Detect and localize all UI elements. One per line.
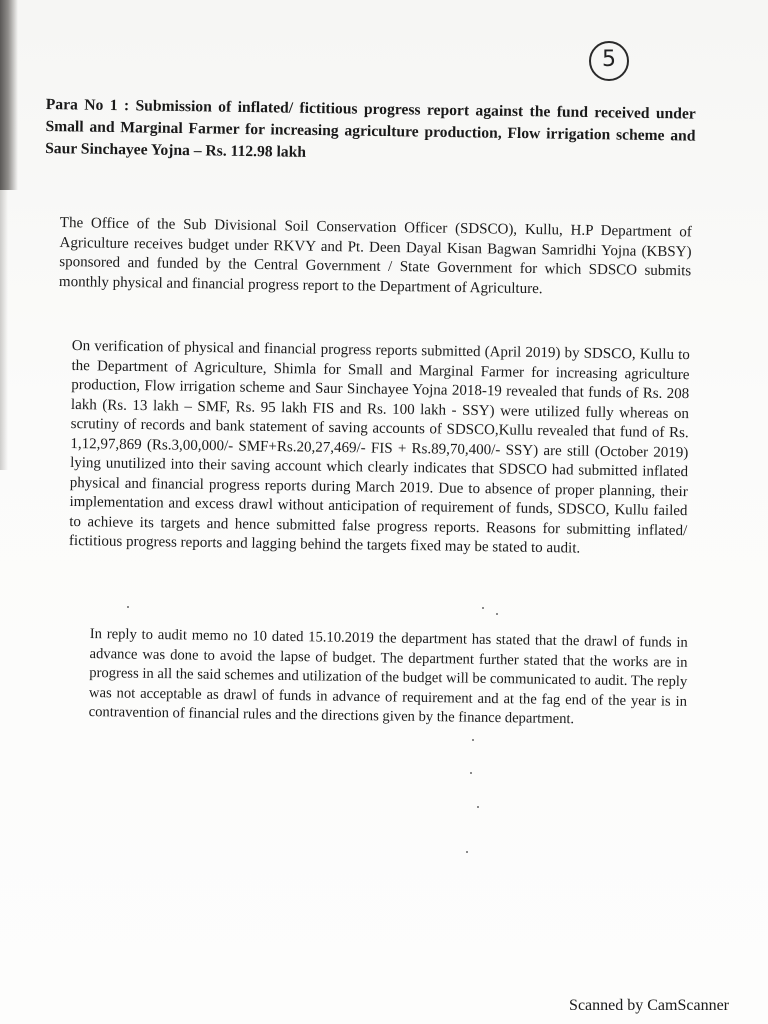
page-edge-shadow — [0, 0, 18, 190]
scan-speck — [496, 613, 498, 615]
scan-speck — [472, 739, 474, 741]
page-number-circle: 5 — [589, 41, 629, 81]
paragraph-department-reply: In reply to audit memo no 10 dated 15.10.2019 the department has stated that the drawl of funds in advance was done to avoid the lapse of budget. The department further stated that the works are in progress in all the said schemes and utilization of the budget will be communicated to audit. The reply was not acceptable as drawl of funds in advance of requirement and at the fag end of the year is in contravention of financial rules and the directions given by the finance department. — [88, 625, 688, 728]
scan-speck — [127, 606, 129, 608]
paragraph-verification-findings: On verification of physical and financial progress reports submitted (April 2019) by SDSCO, Kullu to the Department of Agriculture, Shimla for Small and Marginal Farmer for increasing agriculture production, Flow irrigation scheme and Saur Sinchayee Yojna 2018-19 revealed that funds of Rs. 208 lakh (Rs. 13 lakh – SMF, Rs. 95 lakh FIS and Rs. 100 lakh - SSY) were utilized fully whereas on scrutiny of records and bank statement of saving accounts of SDSCO,Kullu revealed that fund of Rs. 1,12,97,869 (Rs.3,00,000/- SMF+Rs.20,27,469/- FIS + Rs.89,70,400/- SSY) are still (October 2019) lying unutilized into their saving account which clearly indicates that SDSCO had submitted inflated physical and financial progress reports during March 2019. Due to absence of proper planning, their implementation and excess drawl without anticipation of requirement of funds, SDSCO, Kullu failed to achieve its targets and hence submitted false progress reports. Reasons for submitting inflated/ fictitious progress reports and lagging behind the targets fixed may be stated to audit. — [68, 337, 690, 557]
scan-speck — [470, 772, 472, 774]
scan-speck — [482, 607, 484, 609]
scan-speck — [466, 851, 468, 853]
page-edge-shadow-lower — [0, 190, 8, 470]
paragraph-office-background: The Office of the Sub Divisional Soil Conservation Officer (SDSCO), Kullu, H.P Department of Agriculture receives budget under RKVY and Pt. Deen Dayal Kisan Bagwan Samridhi Yojna (KBSY) sponsored and funded by the Central Government / State Government for which SDSCO submits monthly physical and financial progress report to the Department of Agriculture. — [58, 214, 692, 297]
scan-speck — [477, 806, 479, 808]
scanner-watermark: Scanned by CamScanner — [569, 997, 729, 1014]
para-heading: Para No 1 : Submission of inflated/ fictitious progress report against the fund received under Small and Marginal Farmer for increasing agriculture production, Flow irrigation scheme and Saur Sinchayee Yojna – Rs. 112.98 lakh — [45, 95, 696, 161]
